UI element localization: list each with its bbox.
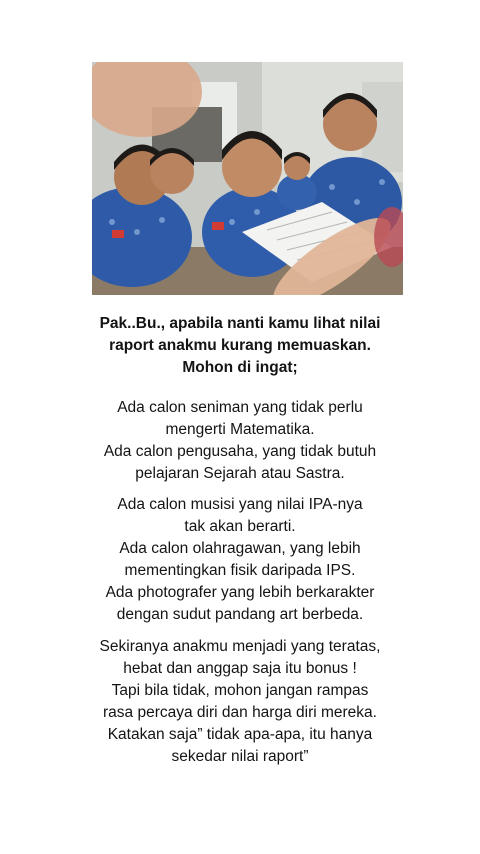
paragraph-2: [0, 494, 480, 626]
paragraph-line: dengan sudut pandang art berbeda.: [116, 606, 364, 623]
paragraph-line: hebat dan anggap saja itu bonus !: [123, 660, 357, 677]
intro-line: Pak..Bu., apabila nanti kamu lihat nilai: [99, 315, 381, 332]
paragraph-line: mementingkan fisik daripada IPS.: [124, 562, 356, 579]
paragraph-line: Ada calon musisi yang nilai IPA-nya: [117, 496, 363, 513]
paragraph-line: mengerti Matematika.: [165, 421, 315, 438]
paragraph-line: Ada photografer yang lebih berkarakter: [105, 584, 375, 601]
paragraph-line: Sekiranya anakmu menjadi yang teratas,: [99, 638, 381, 655]
paragraph-line: Ada calon olahragawan, yang lebih: [119, 540, 361, 557]
paragraph-line: rasa percaya diri dan harga diri mereka.: [103, 704, 377, 721]
paragraph-line: tak akan berarti.: [184, 518, 296, 535]
paragraph-line: pelajaran Sejarah atau Sastra.: [135, 465, 345, 482]
classroom-photo: [92, 62, 403, 295]
paragraph-line: Ada calon seniman yang tidak perlu: [117, 399, 363, 416]
paragraph-line: Katakan saja” tidak apa-apa, itu hanya: [107, 726, 373, 743]
paragraph-1: [0, 397, 480, 485]
intro-line: Mohon di ingat;: [182, 359, 298, 376]
classroom-illustration: [92, 62, 403, 295]
intro-text: [0, 313, 480, 379]
paragraph-line: Ada calon pengusaha, yang tidak butuh: [103, 443, 377, 460]
paragraph-line: sekedar nilai raport”: [171, 748, 309, 765]
intro-line: raport anakmu kurang memuaskan.: [109, 337, 371, 354]
paragraph-line: Tapi bila tidak, mohon jangan rampas: [111, 682, 369, 699]
paragraph-3: [0, 636, 480, 768]
